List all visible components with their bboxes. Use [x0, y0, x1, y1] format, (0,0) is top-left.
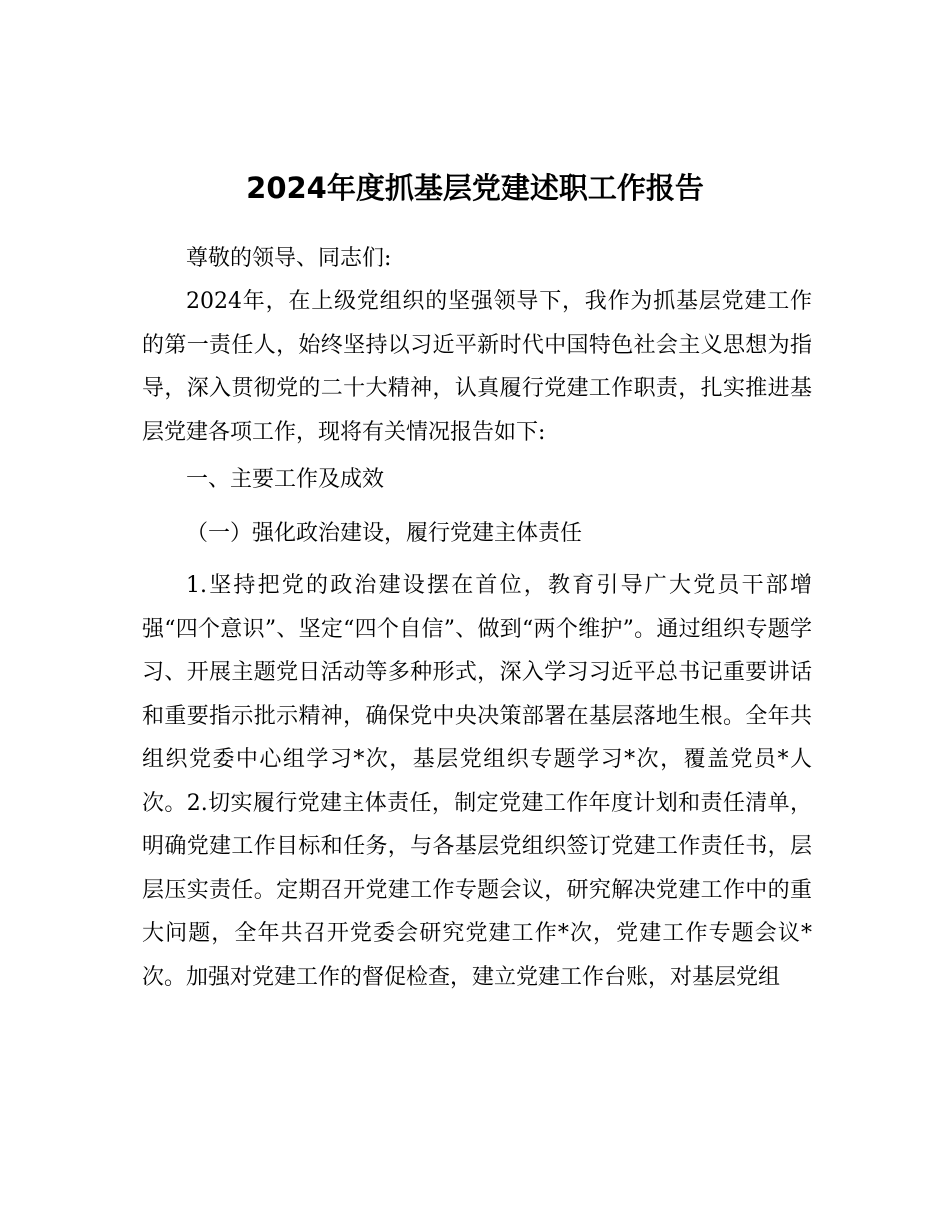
- subsection-heading-block: [142, 512, 812, 556]
- main-block: [142, 564, 812, 999]
- main-paragraph: 1.坚持把党的政治建设摆在首位，教育引导广大党员干部增强“四个意识”、坚定“四个自信”、做到“两个维护”。通过组织专题学习、开展主题党日活动等多种形式，深入学习习近平总书记重要讲话和重要指示批示精神，确保党中央决策部署在基层落地生根。全年共组织党委中心组学习*次，基层党组织专题学习*次，覆盖党员*人次。2.切实履行党建主体责任，制定党建工作年度计划和责任清单，明确党建工作目标和任务，与各基层党组织签订党建工作责任书，层层压实责任。定期召开党建工作专题会议，研究解决党建工作中的重大问题，全年共召开党委会研究党建工作*次，党建工作专题会议*次。加强对党建工作的督促检查，建立党建工作台账，对基层党组: [142, 573, 812, 990]
- intro-paragraph: 2024年，在上级党组织的坚强领导下，我作为抓基层党建工作的第一责任人，始终坚持以习近平新时代中国特色社会主义思想为指导，深入贯彻党的二十大精神，认真履行党建工作职责，扎实推进基层党建各项工作，现将有关情况报告如下:: [142, 289, 812, 445]
- document-title: 2024年度抓基层党建述职工作报告: [246, 171, 704, 205]
- section-heading: 一、主要工作及成效: [186, 467, 385, 492]
- subsection-heading: （一）强化政治建设，履行党建主体责任: [186, 521, 583, 546]
- intro-block: [142, 280, 812, 454]
- greeting-block: [142, 237, 812, 281]
- greeting: 尊敬的领导、同志们:: [186, 246, 392, 271]
- section-heading-block: [142, 458, 812, 502]
